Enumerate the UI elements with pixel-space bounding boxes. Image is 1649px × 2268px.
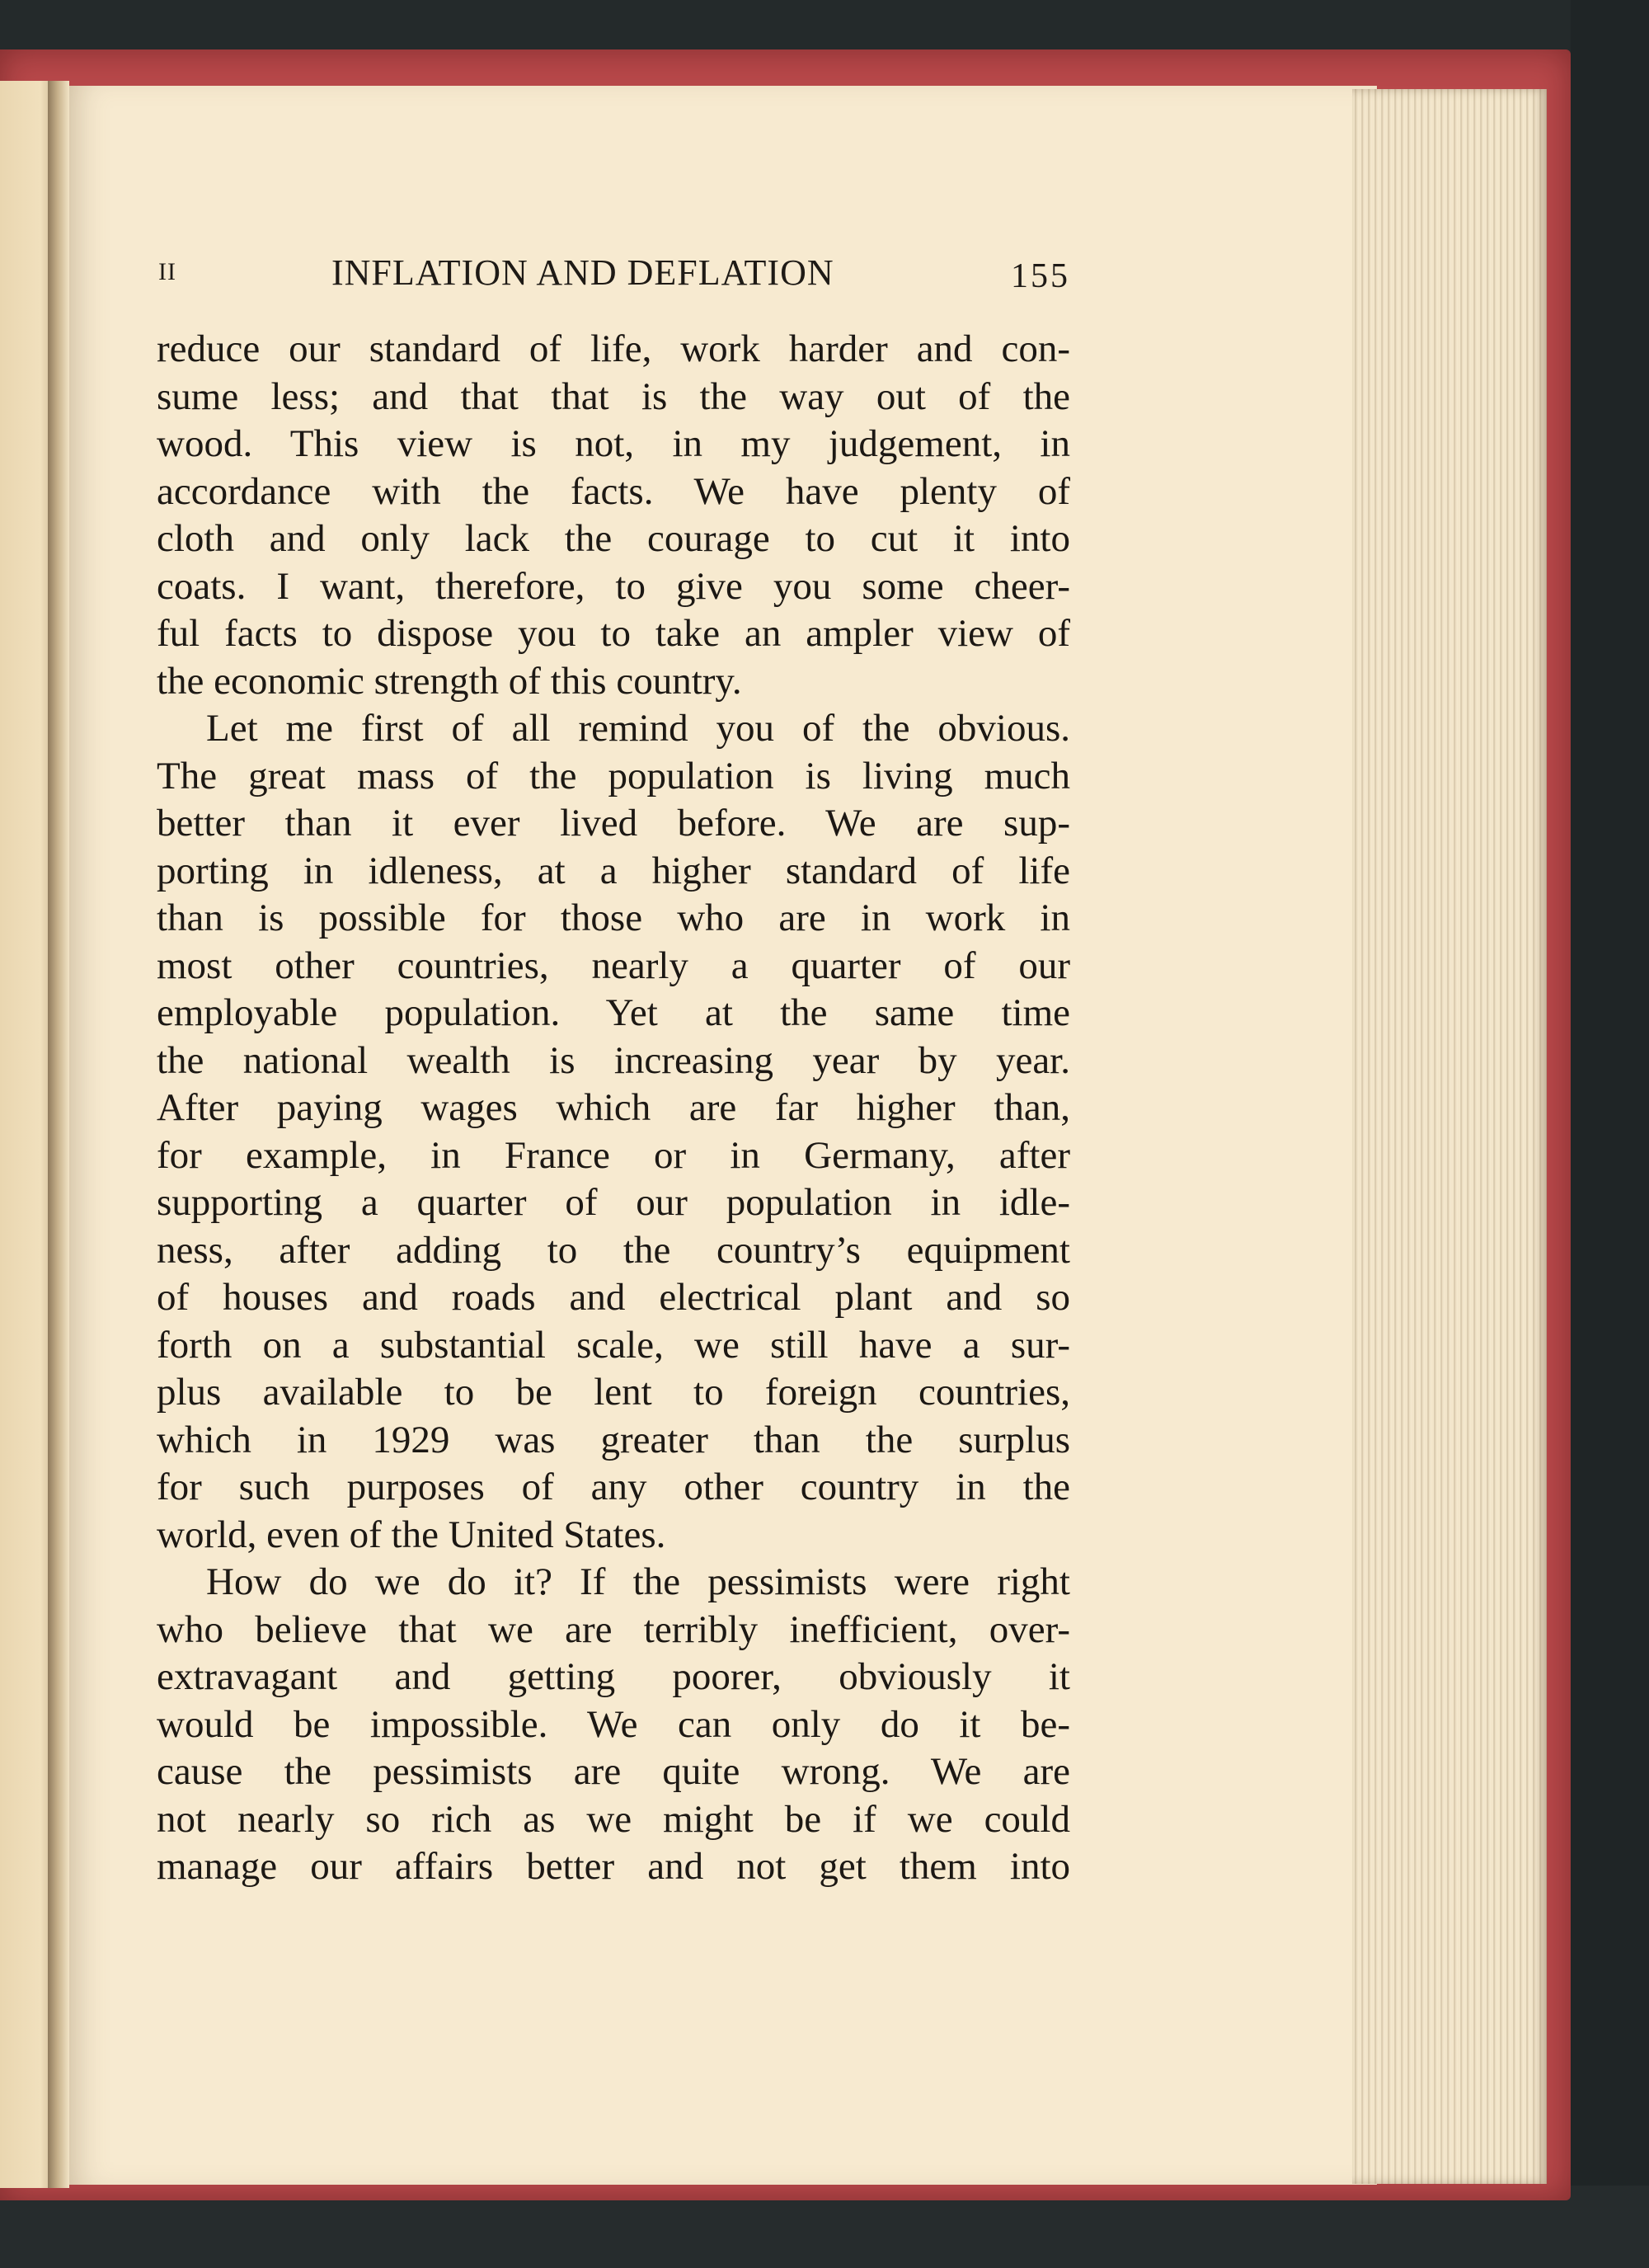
text-line: accordance with the facts. We have plenty of — [157, 469, 1070, 513]
text-line: not nearly so rich as we might be if we could — [157, 1797, 1070, 1841]
text-line: which in 1929 was greater than the surplus — [157, 1418, 1070, 1461]
text-line: than is possible for those who are in work in — [157, 896, 1070, 939]
body-text — [157, 326, 1070, 1891]
book-gutter — [48, 81, 69, 2188]
text-line: ness, after adding to the country’s equipment — [157, 1228, 1070, 1272]
text-line: most other countries, nearly a quarter of our — [157, 943, 1070, 987]
text-line: How do we do it? If the pessimists were right — [206, 1560, 1070, 1603]
chapter-number: II — [158, 258, 176, 285]
text-line: wood. This view is not, in my judgement, in — [157, 422, 1070, 465]
text-line: for example, in France or in Germany, after — [157, 1133, 1070, 1177]
text-line: the economic strength of this country. — [157, 659, 742, 703]
page-block-edges — [1352, 89, 1547, 2184]
text-line: cause the pessimists are quite wrong. We are — [157, 1750, 1070, 1793]
text-line: coats. I want, therefore, to give you some cheer- — [157, 564, 1070, 608]
text-line: porting in idleness, at a higher standard of life — [157, 849, 1070, 892]
text-line: for such purposes of any other country in the — [157, 1466, 1070, 1508]
text-line: sume less; and that that is the way out of the — [157, 374, 1070, 418]
text-line: of houses and roads and electrical plant and so — [157, 1276, 1070, 1319]
text-line: After paying wages which are far higher than, — [157, 1086, 1070, 1129]
text-line: The great mass of the population is living much — [157, 754, 1070, 798]
text-line: employable population. Yet at the same time — [157, 991, 1070, 1034]
text-line: world, even of the United States. — [157, 1513, 666, 1556]
text-line: cloth and only lack the courage to cut it into — [157, 517, 1070, 560]
text-line: Let me first of all remind you of the obvious. — [206, 707, 1070, 750]
text-line: reduce our standard of life, work harder and con- — [157, 327, 1070, 370]
text-line: forth on a substantial scale, we still have a sur- — [157, 1323, 1070, 1367]
text-line: supporting a quarter of our population in idle- — [157, 1181, 1070, 1224]
text-line: would be impossible. We can only do it be- — [157, 1702, 1070, 1746]
text-line: ful facts to dispose you to take an ampler view of — [157, 612, 1070, 655]
page-number: 155 — [1011, 257, 1070, 295]
page-header — [158, 252, 1070, 301]
text-line: manage our affairs better and not get them into — [157, 1845, 1070, 1888]
text-line: plus available to be lent to foreign countries, — [157, 1371, 1070, 1414]
text-line: who believe that we are terribly inefficient, over- — [157, 1607, 1070, 1651]
text-line: the national wealth is increasing year by year. — [157, 1038, 1070, 1082]
running-title: INFLATION AND DEFLATION — [331, 252, 834, 293]
scanner-background-right — [1571, 0, 1649, 2268]
text-line: extravagant and getting poorer, obviously it — [157, 1655, 1070, 1698]
text-line: better than it ever lived before. We are sup- — [157, 802, 1070, 845]
